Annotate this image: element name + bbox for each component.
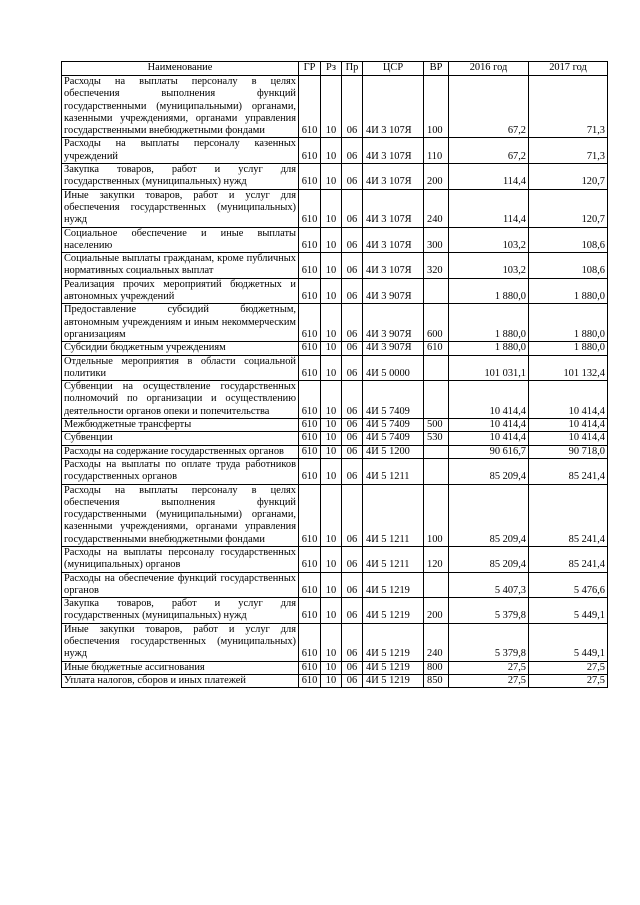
cell-gr: 610: [299, 572, 321, 598]
cell-pr: 06: [342, 546, 363, 572]
cell-vr: [424, 572, 449, 598]
cell-2016: 85 209,4: [449, 458, 529, 484]
table-row: [62, 445, 608, 458]
cell-2016: 1 880,0: [449, 278, 529, 304]
table-row: [62, 572, 608, 598]
cell-csr: 4И 3 107Я: [363, 227, 424, 253]
cell-vr: 500: [424, 419, 449, 432]
cell-gr: 610: [299, 278, 321, 304]
table-row: [62, 661, 608, 674]
cell-rz: 10: [321, 598, 342, 624]
cell-vr: 110: [424, 138, 449, 164]
cell-rz: 10: [321, 661, 342, 674]
cell-csr: 4И 5 1211: [363, 546, 424, 572]
cell-vr: [424, 381, 449, 419]
cell-2017: 108,6: [529, 253, 608, 279]
cell-2016: 1 880,0: [449, 304, 529, 342]
col-header-csr: ЦСР: [363, 62, 424, 76]
cell-csr: 4И 5 1200: [363, 445, 424, 458]
cell-2017: 10 414,4: [529, 381, 608, 419]
cell-2017: 1 880,0: [529, 342, 608, 355]
cell-csr: 4И 3 107Я: [363, 76, 424, 138]
cell-2017: 120,7: [529, 164, 608, 190]
cell-gr: 610: [299, 546, 321, 572]
cell-csr: 4И 5 1219: [363, 623, 424, 661]
cell-pr: 06: [342, 189, 363, 227]
cell-gr: 610: [299, 432, 321, 445]
cell-vr: 320: [424, 253, 449, 279]
col-header-pr: Пр: [342, 62, 363, 76]
cell-rz: 10: [321, 342, 342, 355]
cell-name: Социальное обеспечение и иные выплаты населению: [62, 227, 299, 253]
cell-2016: 114,4: [449, 189, 529, 227]
cell-gr: 610: [299, 355, 321, 381]
table-row: [62, 381, 608, 419]
cell-name: Закупка товаров, работ и услуг для государственных (муниципальных) нужд: [62, 598, 299, 624]
cell-gr: 610: [299, 189, 321, 227]
cell-name: Иные бюджетные ассигнования: [62, 661, 299, 674]
cell-pr: 06: [342, 432, 363, 445]
table-row: [62, 189, 608, 227]
cell-csr: 4И 3 907Я: [363, 304, 424, 342]
cell-rz: 10: [321, 674, 342, 687]
col-header-2017: 2017 год: [529, 62, 608, 76]
cell-2017: 90 718,0: [529, 445, 608, 458]
cell-name: Реализация прочих мероприятий бюджетных и автономных учреждений: [62, 278, 299, 304]
cell-2017: 85 241,4: [529, 458, 608, 484]
table-row: [62, 278, 608, 304]
cell-gr: 610: [299, 253, 321, 279]
cell-2016: 101 031,1: [449, 355, 529, 381]
table-row: [62, 76, 608, 138]
cell-csr: 4И 3 107Я: [363, 164, 424, 190]
cell-name: Субвенции на осуществление государственных полномочий по организации и осуществлению деятельности органов опеки и попечительства: [62, 381, 299, 419]
cell-name: Расходы на выплаты персоналу в целях обеспечения выполнения функций государственными (муниципальными) органами, казенными учреждениями, органами управления государственными внебюджетными фондами: [62, 76, 299, 138]
cell-name: Иные закупки товаров, работ и услуг для обеспечения государственных (муниципальных) нужд: [62, 189, 299, 227]
cell-2017: 5 476,6: [529, 572, 608, 598]
table-row: [62, 227, 608, 253]
cell-vr: [424, 458, 449, 484]
table-row: [62, 138, 608, 164]
cell-vr: [424, 278, 449, 304]
table-header-row: [62, 62, 608, 76]
cell-name: Отдельные мероприятия в области социальной политики: [62, 355, 299, 381]
cell-gr: 610: [299, 458, 321, 484]
cell-csr: 4И 3 107Я: [363, 189, 424, 227]
table-row: [62, 458, 608, 484]
cell-gr: 610: [299, 674, 321, 687]
cell-pr: 06: [342, 227, 363, 253]
cell-vr: [424, 445, 449, 458]
cell-vr: 850: [424, 674, 449, 687]
cell-vr: [424, 355, 449, 381]
cell-rz: 10: [321, 572, 342, 598]
cell-csr: 4И 5 1219: [363, 598, 424, 624]
cell-name: Межбюджетные трансферты: [62, 419, 299, 432]
cell-2016: 103,2: [449, 227, 529, 253]
cell-name: Расходы на выплаты персоналу казенных учреждений: [62, 138, 299, 164]
cell-gr: 610: [299, 164, 321, 190]
cell-gr: 610: [299, 304, 321, 342]
cell-csr: 4И 3 107Я: [363, 138, 424, 164]
cell-gr: 610: [299, 227, 321, 253]
cell-csr: 4И 5 7409: [363, 381, 424, 419]
cell-rz: 10: [321, 253, 342, 279]
cell-2016: 114,4: [449, 164, 529, 190]
cell-vr: 120: [424, 546, 449, 572]
cell-name: Расходы на выплаты персоналу в целях обеспечения выполнения функций государственными (муниципальными) органами, казенными учреждениями, органами управления государственными внебюджетными фондами: [62, 484, 299, 546]
cell-2017: 5 449,1: [529, 623, 608, 661]
cell-gr: 610: [299, 661, 321, 674]
cell-2017: 10 414,4: [529, 419, 608, 432]
cell-rz: 10: [321, 164, 342, 190]
cell-rz: 10: [321, 432, 342, 445]
table-row: [62, 674, 608, 687]
cell-vr: 240: [424, 189, 449, 227]
cell-gr: 610: [299, 381, 321, 419]
cell-name: Социальные выплаты гражданам, кроме публичных нормативных социальных выплат: [62, 253, 299, 279]
cell-2016: 90 616,7: [449, 445, 529, 458]
table-row: [62, 419, 608, 432]
cell-vr: 800: [424, 661, 449, 674]
cell-csr: 4И 3 107Я: [363, 253, 424, 279]
col-header-name: Наименование: [62, 62, 299, 76]
cell-rz: 10: [321, 623, 342, 661]
cell-pr: 06: [342, 674, 363, 687]
cell-rz: 10: [321, 419, 342, 432]
cell-2017: 71,3: [529, 76, 608, 138]
col-header-2016: 2016 год: [449, 62, 529, 76]
cell-pr: 06: [342, 445, 363, 458]
cell-2017: 27,5: [529, 661, 608, 674]
table-row: [62, 432, 608, 445]
cell-gr: 610: [299, 623, 321, 661]
cell-vr: 200: [424, 598, 449, 624]
cell-pr: 06: [342, 661, 363, 674]
cell-rz: 10: [321, 381, 342, 419]
cell-name: Уплата налогов, сборов и иных платежей: [62, 674, 299, 687]
cell-name: Расходы на содержание государственных органов: [62, 445, 299, 458]
cell-vr: 240: [424, 623, 449, 661]
cell-rz: 10: [321, 355, 342, 381]
cell-rz: 10: [321, 458, 342, 484]
cell-2017: 5 449,1: [529, 598, 608, 624]
cell-csr: 4И 5 1211: [363, 458, 424, 484]
cell-name: Иные закупки товаров, работ и услуг для обеспечения государственных (муниципальных) нужд: [62, 623, 299, 661]
cell-2016: 103,2: [449, 253, 529, 279]
cell-pr: 06: [342, 76, 363, 138]
cell-rz: 10: [321, 138, 342, 164]
cell-pr: 06: [342, 484, 363, 546]
cell-csr: 4И 5 1211: [363, 484, 424, 546]
cell-rz: 10: [321, 76, 342, 138]
cell-pr: 06: [342, 253, 363, 279]
cell-2017: 101 132,4: [529, 355, 608, 381]
cell-name: Расходы на выплаты персоналу государственных (муниципальных) органов: [62, 546, 299, 572]
cell-vr: 610: [424, 342, 449, 355]
cell-vr: 300: [424, 227, 449, 253]
cell-pr: 06: [342, 342, 363, 355]
cell-csr: 4И 5 1219: [363, 572, 424, 598]
cell-2017: 108,6: [529, 227, 608, 253]
cell-2016: 67,2: [449, 138, 529, 164]
cell-csr: 4И 5 1219: [363, 674, 424, 687]
cell-2017: 27,5: [529, 674, 608, 687]
cell-pr: 06: [342, 598, 363, 624]
cell-csr: 4И 5 1219: [363, 661, 424, 674]
table-row: [62, 253, 608, 279]
col-header-vr: ВР: [424, 62, 449, 76]
cell-pr: 06: [342, 623, 363, 661]
cell-name: Предоставление субсидий бюджетным, автономным учреждениям и иным некоммерческим организациям: [62, 304, 299, 342]
cell-2016: 10 414,4: [449, 419, 529, 432]
cell-pr: 06: [342, 381, 363, 419]
cell-2016: 10 414,4: [449, 381, 529, 419]
cell-gr: 610: [299, 598, 321, 624]
cell-2016: 5 379,8: [449, 623, 529, 661]
cell-gr: 610: [299, 342, 321, 355]
cell-csr: 4И 5 7409: [363, 419, 424, 432]
cell-name: Субвенции: [62, 432, 299, 445]
cell-gr: 610: [299, 76, 321, 138]
table-row: [62, 342, 608, 355]
cell-csr: 4И 5 7409: [363, 432, 424, 445]
cell-2016: 10 414,4: [449, 432, 529, 445]
table-row: [62, 598, 608, 624]
cell-2016: 5 379,8: [449, 598, 529, 624]
cell-csr: 4И 3 907Я: [363, 278, 424, 304]
cell-vr: 530: [424, 432, 449, 445]
cell-2017: 85 241,4: [529, 546, 608, 572]
cell-2017: 1 880,0: [529, 304, 608, 342]
cell-pr: 06: [342, 458, 363, 484]
cell-2017: 120,7: [529, 189, 608, 227]
cell-gr: 610: [299, 419, 321, 432]
cell-gr: 610: [299, 445, 321, 458]
cell-name: Закупка товаров, работ и услуг для государственных (муниципальных) нужд: [62, 164, 299, 190]
cell-2016: 85 209,4: [449, 484, 529, 546]
cell-2016: 67,2: [449, 76, 529, 138]
table-row: [62, 623, 608, 661]
cell-2016: 27,5: [449, 674, 529, 687]
cell-2017: 1 880,0: [529, 278, 608, 304]
cell-2016: 5 407,3: [449, 572, 529, 598]
table-row: [62, 484, 608, 546]
col-header-gr: ГР: [299, 62, 321, 76]
cell-pr: 06: [342, 419, 363, 432]
cell-vr: 200: [424, 164, 449, 190]
table-row: [62, 304, 608, 342]
cell-2017: 10 414,4: [529, 432, 608, 445]
cell-vr: 600: [424, 304, 449, 342]
cell-pr: 06: [342, 164, 363, 190]
cell-name: Расходы на обеспечение функций государственных органов: [62, 572, 299, 598]
cell-gr: 610: [299, 138, 321, 164]
cell-pr: 06: [342, 304, 363, 342]
cell-2016: 27,5: [449, 661, 529, 674]
cell-rz: 10: [321, 546, 342, 572]
cell-name: Расходы на выплаты по оплате труда работников государственных органов: [62, 458, 299, 484]
cell-rz: 10: [321, 304, 342, 342]
cell-rz: 10: [321, 278, 342, 304]
cell-rz: 10: [321, 484, 342, 546]
cell-rz: 10: [321, 445, 342, 458]
cell-pr: 06: [342, 355, 363, 381]
budget-table: [61, 61, 608, 688]
cell-csr: 4И 3 907Я: [363, 342, 424, 355]
table-row: [62, 355, 608, 381]
cell-rz: 10: [321, 189, 342, 227]
cell-2016: 85 209,4: [449, 546, 529, 572]
cell-gr: 610: [299, 484, 321, 546]
cell-rz: 10: [321, 227, 342, 253]
cell-2017: 71,3: [529, 138, 608, 164]
cell-name: Субсидии бюджетным учреждениям: [62, 342, 299, 355]
table-row: [62, 164, 608, 190]
cell-pr: 06: [342, 278, 363, 304]
cell-2016: 1 880,0: [449, 342, 529, 355]
cell-pr: 06: [342, 572, 363, 598]
cell-vr: 100: [424, 484, 449, 546]
cell-2017: 85 241,4: [529, 484, 608, 546]
col-header-rz: Рз: [321, 62, 342, 76]
table-row: [62, 546, 608, 572]
cell-pr: 06: [342, 138, 363, 164]
cell-csr: 4И 5 0000: [363, 355, 424, 381]
cell-vr: 100: [424, 76, 449, 138]
